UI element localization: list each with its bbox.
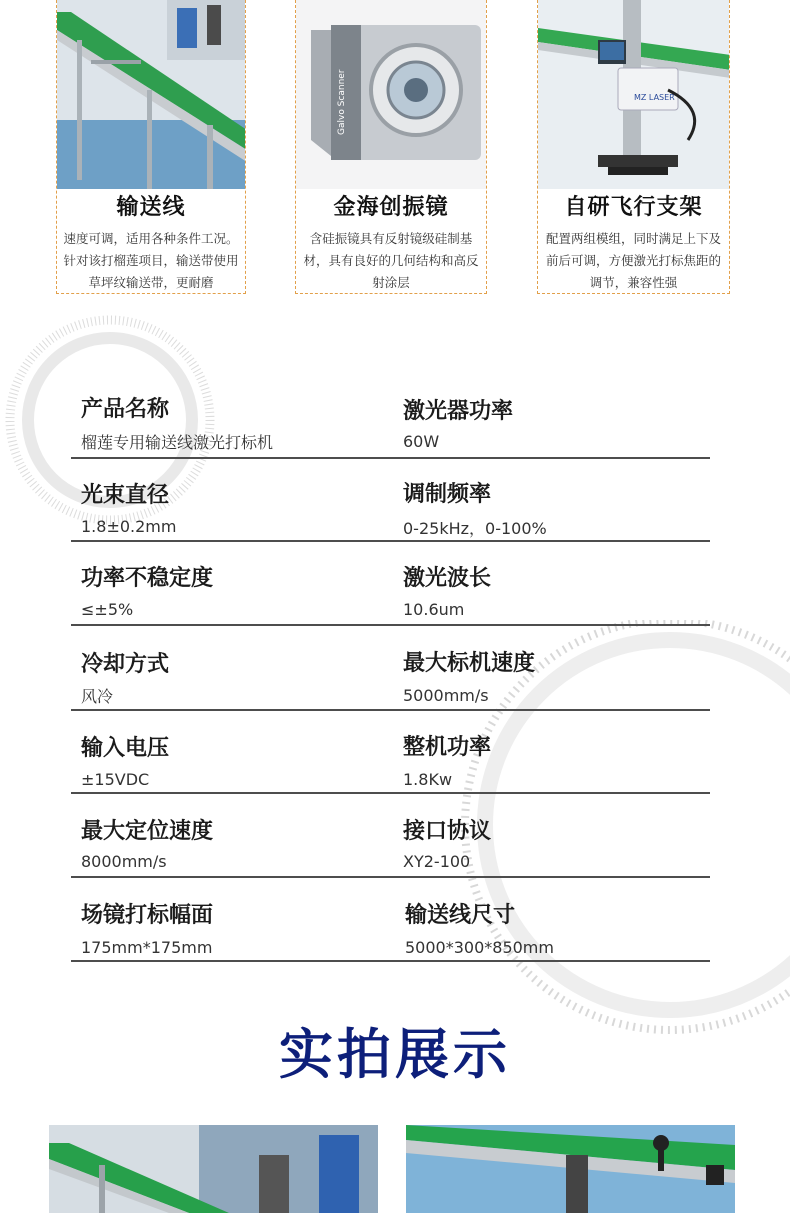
feature-description: 配置两组模组，同时满足上下及前后可调，方便激光打标焦距的调节，兼容性强 bbox=[545, 231, 721, 290]
spec-name: 激光波长 bbox=[403, 566, 492, 591]
spec-name: 调制频率 bbox=[403, 482, 492, 507]
feature-title: 自研飞行支架 bbox=[564, 195, 703, 220]
galvo-brand-label: Galvo Scanner bbox=[337, 69, 347, 135]
bracket-photo bbox=[538, 0, 729, 189]
row-divider bbox=[71, 624, 710, 626]
spec-name: 最大标机速度 bbox=[403, 651, 536, 676]
showcase-heading: 实拍展示 bbox=[279, 1023, 511, 1086]
spec-name: 输入电压 bbox=[81, 736, 170, 761]
row-divider bbox=[71, 540, 710, 542]
row-divider bbox=[71, 876, 710, 878]
feature-description: 含硅振镜具有反射镜级硅制基材，具有良好的几何结构和高反射涂层 bbox=[303, 231, 479, 290]
feature-description: 速度可调，适用各种条件工况。针对该打榴莲项目，输送带使用草坪纹输送带，更耐磨 bbox=[63, 231, 239, 290]
row-divider bbox=[71, 457, 710, 459]
spec-name: 场镜打标幅面 bbox=[81, 903, 214, 928]
spec-value: ≤±5% bbox=[81, 600, 134, 619]
feature-title: 输送线 bbox=[116, 195, 186, 220]
spec-value: XY2-100 bbox=[403, 852, 471, 871]
spec-name: 整机功率 bbox=[403, 735, 492, 760]
showcase-photo-left bbox=[49, 1125, 378, 1213]
spec-value: 175mm*175mm bbox=[81, 938, 213, 957]
spec-value: ±15VDC bbox=[81, 770, 150, 789]
spec-value: 5000*300*850mm bbox=[405, 938, 554, 957]
spec-name: 产品名称 bbox=[81, 397, 170, 422]
spec-name: 最大定位速度 bbox=[81, 819, 214, 844]
spec-value: 1.8Kw bbox=[403, 770, 453, 789]
feature-title: 金海创振镜 bbox=[333, 195, 449, 220]
spec-name: 接口协议 bbox=[403, 819, 492, 844]
bracket-brand-label: MZ LASER bbox=[634, 93, 675, 102]
spec-value: 0-25kHz，0-100% bbox=[403, 519, 547, 538]
spec-value: 1.8±0.2mm bbox=[81, 517, 177, 536]
spec-value: 8000mm/s bbox=[81, 852, 167, 871]
feature-card-bracket bbox=[537, 0, 730, 294]
feature-card-conveyor bbox=[56, 0, 246, 294]
spec-name: 激光器功率 bbox=[403, 399, 514, 424]
spec-value: 风冷 bbox=[81, 687, 114, 706]
galvo-scanner-photo bbox=[296, 0, 486, 189]
conveyor-photo bbox=[57, 0, 245, 189]
spec-value: 10.6um bbox=[403, 600, 465, 619]
row-divider bbox=[71, 960, 710, 962]
spec-name: 功率不稳定度 bbox=[81, 566, 214, 591]
spec-name: 输送线尺寸 bbox=[405, 903, 516, 928]
decorative-circle-right bbox=[440, 620, 790, 1040]
feature-card-galvo bbox=[295, 0, 487, 294]
spec-value: 榴莲专用输送线激光打标机 bbox=[81, 433, 274, 452]
row-divider bbox=[71, 792, 710, 794]
showcase-photo-right bbox=[406, 1125, 735, 1213]
spec-value: 5000mm/s bbox=[403, 686, 489, 705]
spec-value: 60W bbox=[403, 432, 440, 451]
spec-name: 冷却方式 bbox=[81, 652, 170, 677]
spec-name: 光束直径 bbox=[81, 483, 170, 508]
row-divider bbox=[71, 709, 710, 711]
